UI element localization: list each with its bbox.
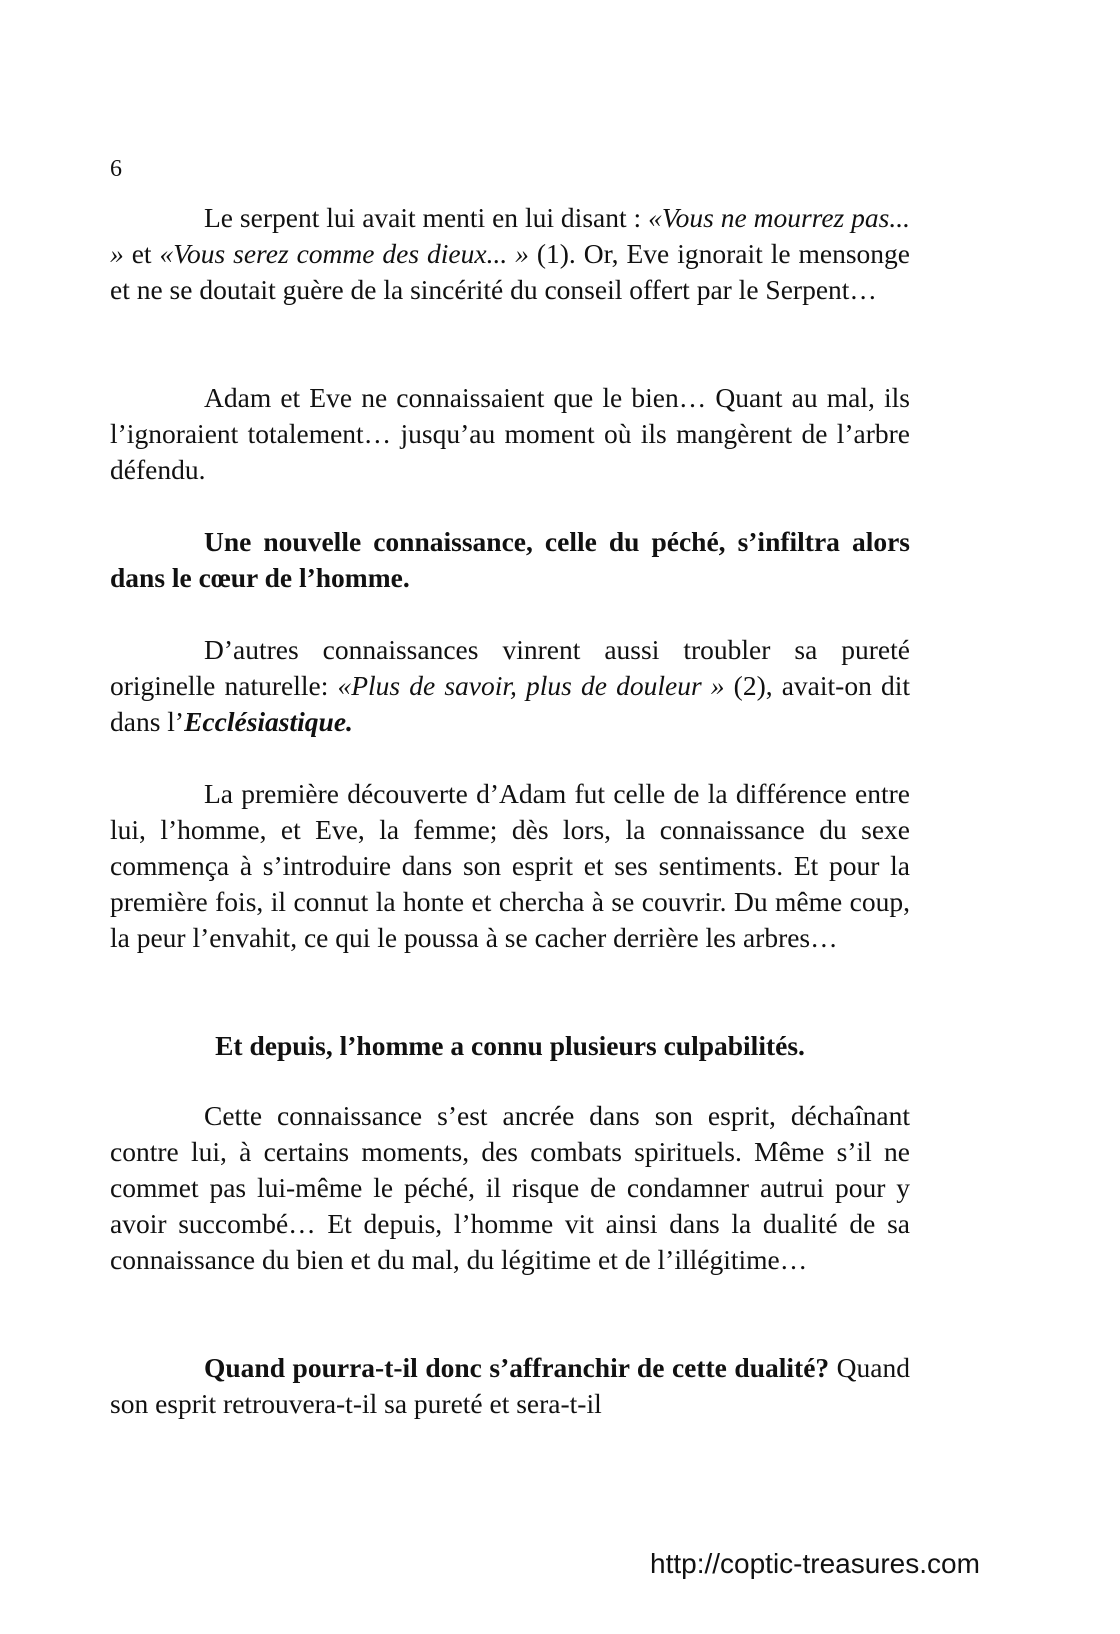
paragraph-duality [110,1098,910,1278]
text-run: (2), avait-on dit dans l’ [110,670,910,737]
quote: «Vous ne mourrez pas... » [110,202,910,269]
paragraph-other-knowledge [110,632,910,740]
bold-statement: Et depuis, l’homme a connu plusieurs culpabilités. [215,1030,805,1061]
paragraph-new-knowledge [110,524,910,596]
paragraph-culpabilities [110,1028,910,1064]
text-run: et [123,238,160,269]
quote: «Plus de savoir, plus de douleur » [337,670,725,701]
footer-url: http://coptic-treasures.com [650,1548,980,1579]
paragraph-text: Cette connaissance s’est ancrée dans son esprit, déchaînant contre lui, à certains moments, des combats spirituels. Même s’il ne commet pas lui-même le péché, il risque de condamner autrui pour y avoir succombé… Et depuis, l’homme vit ainsi dans la dualité de sa connaissance du bien et du mal, du légitime et de l’illégitime… [110,1100,910,1275]
bold-statement: Une nouvelle connaissance, celle du péché, s’infiltra alors dans le cœur de l’homme. [110,526,910,593]
bold-question: Quand pourra-t-il donc s’affranchir de cette dualité? [204,1352,830,1383]
text-run: Le serpent lui avait menti en lui disant : [204,202,649,233]
quote: «Vous serez comme des dieux... » [159,238,529,269]
paragraph-text: La première découverte d’Adam fut celle de la différence entre lui, l’homme, et Eve, la femme; dès lors, la connaissance du sexe commença à s’introduire dans son esprit et ses sentiments. Et pour la première fois, il connut la honte et chercha à se couvrir. Du même coup, la peur l’envahit, ce qui le poussa à se cacher derrière les arbres… [110,778,910,953]
page-number: 6 [110,156,122,182]
text-run: Quand son esprit retrouvera-t-il sa pureté et sera-t-il [110,1352,910,1419]
text-run: D’autres connaissances vinrent aussi troubler sa pureté originelle naturelle: [110,634,910,701]
book-title: Ecclésiastique. [184,706,353,737]
paragraph-question [110,1350,910,1422]
paragraph-serpent [110,200,910,308]
paragraph-adam-eve [110,380,910,488]
paragraph-text: Adam et Eve ne connaissaient que le bien… Quant au mal, ils l’ignoraient totalement… jusqu’au moment où ils mangèrent de l’arbre défendu. [110,382,910,485]
paragraph-first-discovery [110,776,910,956]
text-run: (1). Or, Eve ignorait le mensonge et ne se doutait guère de la sincérité du conseil offert par le Serpent… [110,238,910,305]
